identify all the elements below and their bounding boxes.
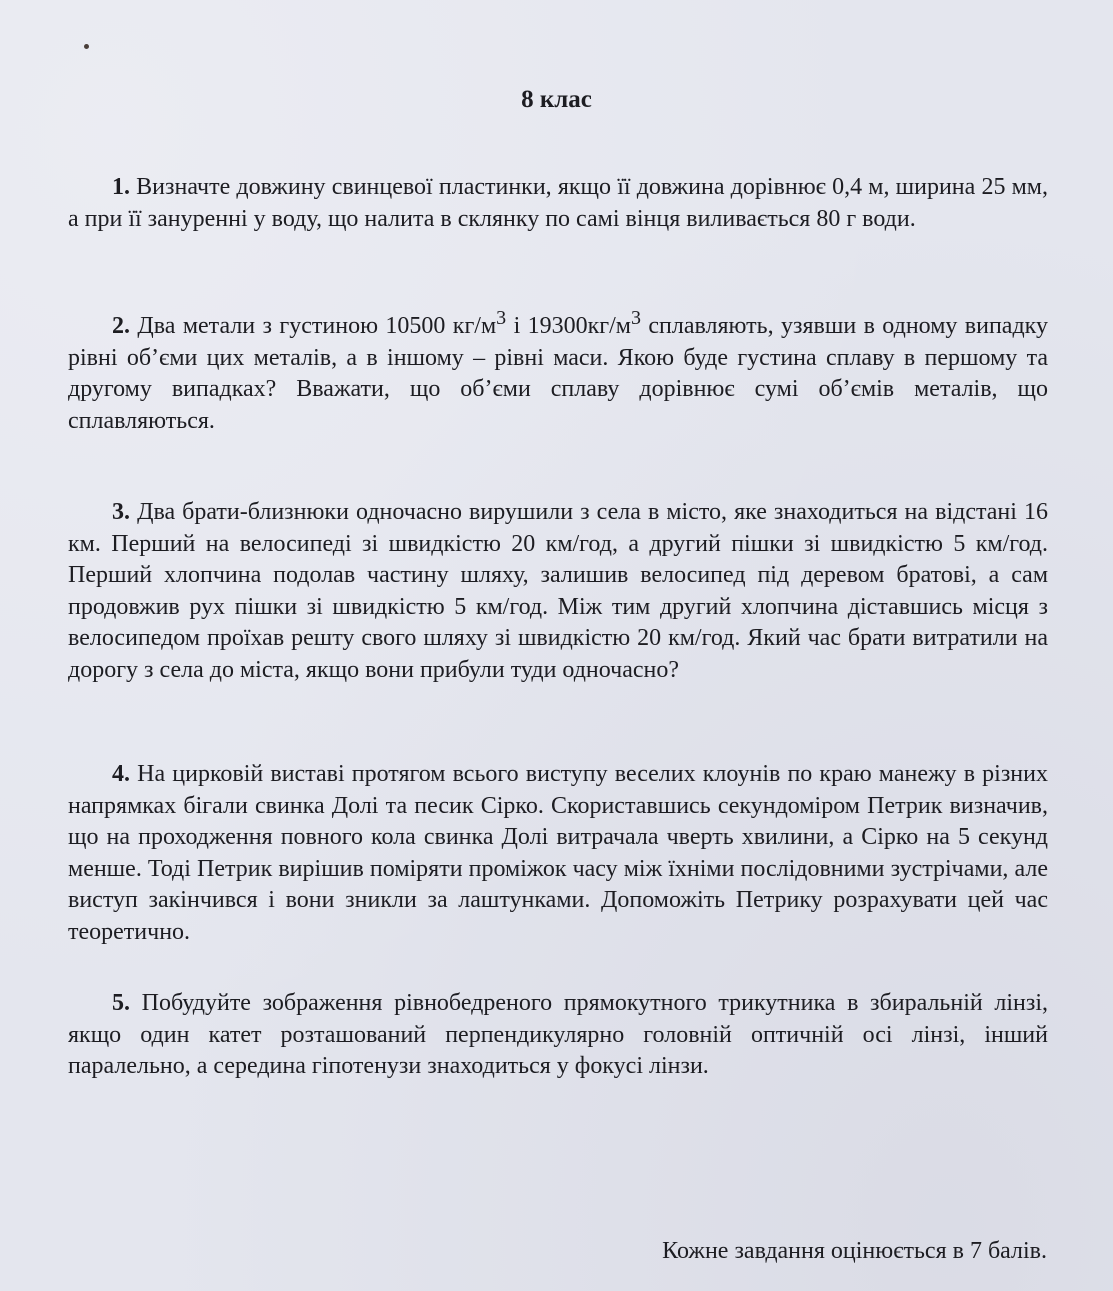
superscript: 3 bbox=[496, 307, 507, 329]
ink-speck bbox=[84, 44, 89, 49]
task-number: 5. bbox=[112, 990, 130, 1016]
task-text: На цирковій виставі протягом всього виступу веселих клоунів по краю манежу в різних напрямках бігали свинка Долі та песик Сірко. Скориставшись секундоміром Петрик визначив, що на проходження повного кола свинка Долі витрачала чверть хвилини, а Сірко на 5 секунд менше. Тоді Петрик вирішив поміряти проміжок часу між їхніми послідовними зустрічами, але виступ закінчився і вони зникли за лаштунками. Допоможіть Петрику розрахувати цей час теоретично. bbox=[68, 761, 1048, 945]
task-text-part: Два метали з густиною 10500 кг/м bbox=[130, 313, 497, 339]
task-1 bbox=[68, 172, 1048, 235]
task-text: Побудуйте зображення рівнобедреного прямокутного трикутника в збиральній лінзі, якщо один катет розташований перпендикулярно головній оптичній осі лінзі, інший паралельно, а середина гіпотенузи знаходиться у фокусі лінзи. bbox=[68, 990, 1048, 1079]
task-text-part: і 19300кг/м bbox=[506, 313, 631, 339]
task-2 bbox=[68, 303, 1048, 437]
task-3 bbox=[68, 497, 1048, 686]
task-text: Два брати-близнюки одночасно вирушили з села в місто, яке знаходиться на відстані 16 км. Перший на велосипеді зі швидкістю 20 км/год, а другий пішки зі швидкістю 5 км/год. Перший хлопчина подолав частину шляху, залишив велосипед під деревом братові, а сам продовжив рух пішки зі швидкістю 5 км/год. Між тим другий хлопчина діставшись місця з велосипедом проїхав решту свого шляху зі швидкістю 20 км/год. Який час брати витратили на дорогу з села до міста, якщо вони прибули туди одночасно? bbox=[68, 499, 1048, 683]
superscript: 3 bbox=[631, 307, 641, 329]
task-text: Визначте довжину свинцевої пластинки, якщо її довжина дорівнює 0,4 м, ширина 25 мм, а при її зануренні у воду, що налита в склянку по самі вінця виливається 80 г води. bbox=[68, 174, 1048, 232]
task-text-part: сплавляють, узявши в одному випадку рівні об’єми цих металів, а в іншому – рівні маси. Якою буде густина сплаву в першому та другому випадках? Вважати, що об’єми сплаву дорівнює сумі об’ємів металів, що сплавляються. bbox=[68, 313, 1048, 434]
scoring-note: Кожне завдання оцінюється в 7 балів. bbox=[662, 1238, 1047, 1264]
task-5 bbox=[68, 988, 1048, 1083]
task-number: 4. bbox=[112, 761, 130, 787]
page-title: 8 клас bbox=[521, 86, 592, 113]
task-4 bbox=[68, 759, 1048, 948]
task-number: 1. bbox=[112, 174, 130, 200]
task-number: 3. bbox=[112, 499, 130, 525]
task-number: 2. bbox=[112, 313, 130, 339]
